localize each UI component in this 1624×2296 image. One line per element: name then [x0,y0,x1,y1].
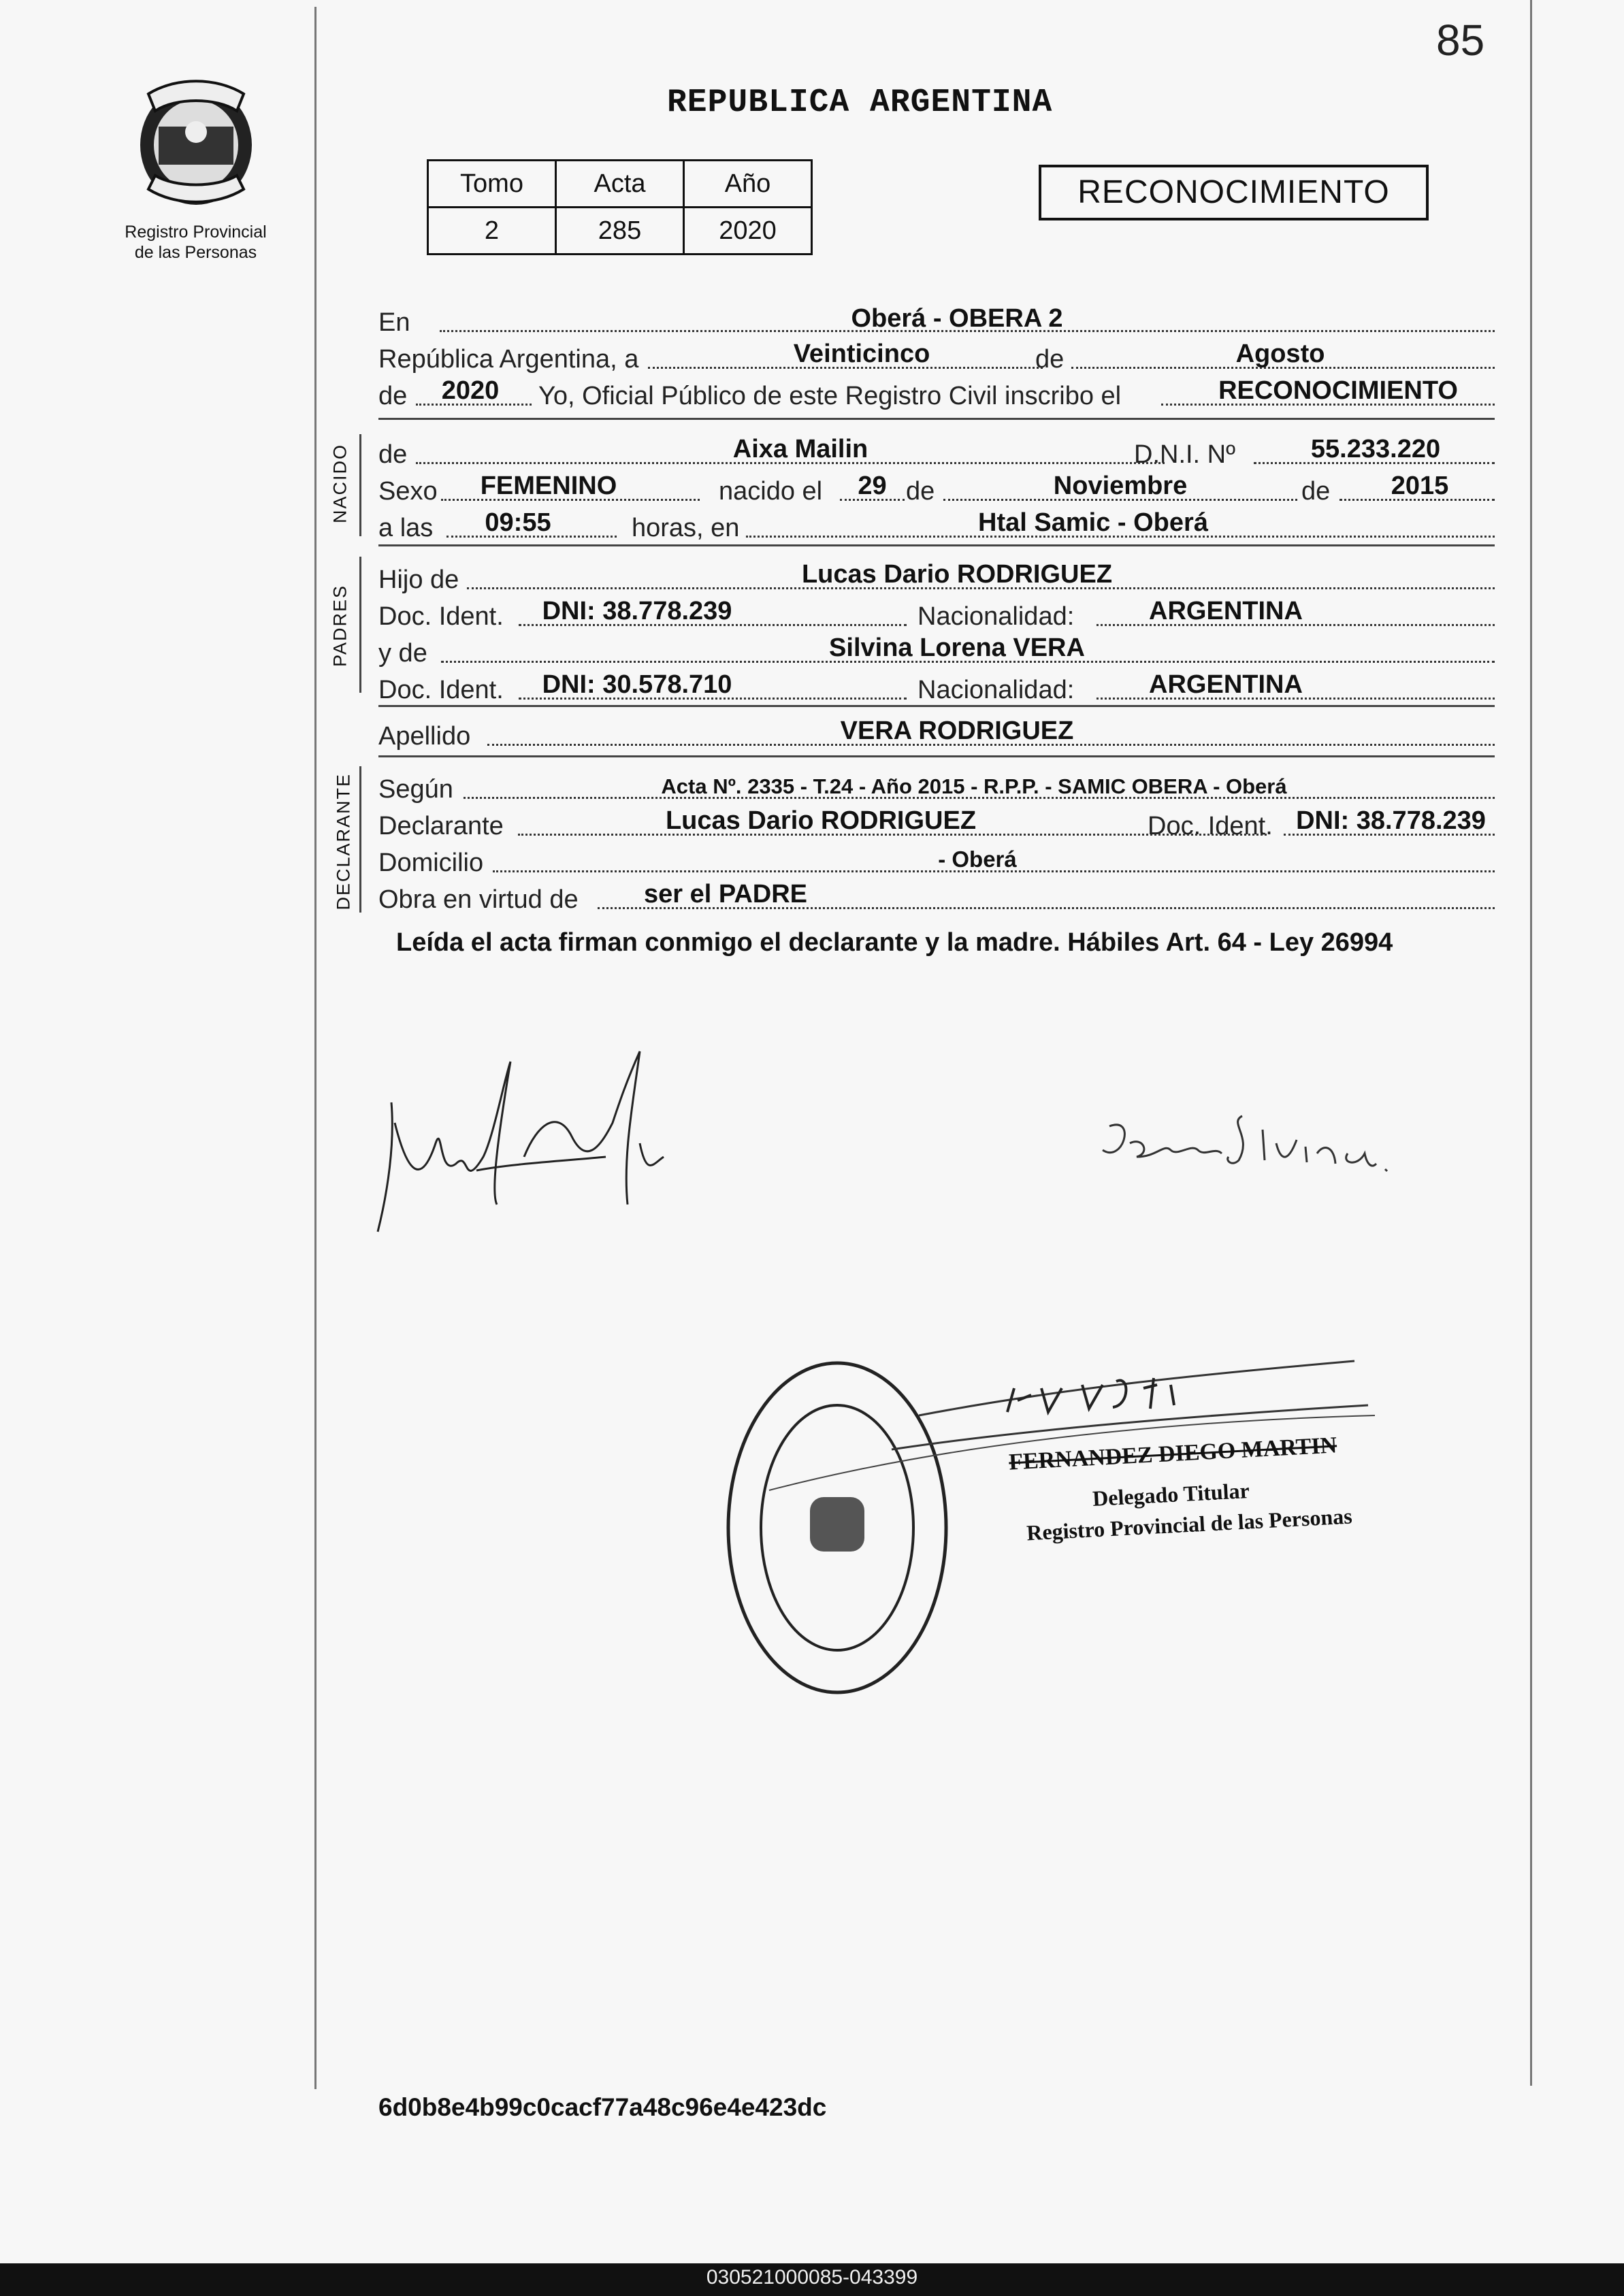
value-declarant-doc: DNI: 38.778.239 [1296,806,1486,835]
section-bar-padres [359,557,361,693]
province-emblem [128,73,264,210]
right-margin-line [1530,0,1532,2086]
value-father-doc: DNI: 38.778.239 [542,597,732,625]
stamp-official-title: Delegado Titular [1092,1477,1250,1511]
label-sexo: Sexo [378,477,438,506]
label-y-de: y de [378,639,427,668]
document-type-box: RECONOCIMIENTO [1039,165,1429,220]
value-domicile: - Oberá [938,847,1017,872]
label-republica: República Argentina, a [378,345,639,374]
value-mother-name: Silvina Lorena VERA [829,634,1085,662]
value-father-nationality: ARGENTINA [1149,597,1303,625]
value-birth-time: 09:55 [485,508,551,537]
row-surname [378,717,1495,754]
value-month: Agosto [1235,340,1325,368]
stamp-official-office: Registro Provincial de las Personas [1026,1503,1353,1545]
registry-line-2: de las Personas [134,243,257,262]
label-apellido: Apellido [378,722,471,751]
value-birth-day: 29 [858,472,887,500]
row-by-virtue [378,881,1495,917]
value-acta: 285 [556,208,684,255]
value-mother-doc: DNI: 30.578.710 [542,670,732,699]
label-nacido-el: nacido el [719,477,823,506]
divider [378,755,1495,757]
section-label-padres: PADRES [329,584,351,668]
value-anio: 2020 [684,208,812,255]
label-en: En [378,308,410,337]
registry-line-1: Registro Provincial [125,223,267,242]
closing-note: Leída el acta firman conmigo el declarante y la madre. Hábiles Art. 64 - Ley 26994 [396,928,1393,957]
label-de: de [1035,345,1065,374]
volume-table-value-row [428,208,812,255]
label-yo: Yo, Oficial Público de este Registro Civil inscribo el [538,382,1122,410]
row-child-name [378,436,1495,472]
label-domicilio: Domicilio [378,849,484,877]
value-year: 2020 [441,376,500,405]
value-tomo: 2 [428,208,556,255]
label-hijo-de: Hijo de [378,565,459,594]
value-according-to: Acta Nº. 2335 - T.24 - Año 2015 - R.P.P. - SAMIC OBERA - Oberá [661,774,1287,798]
value-birth-place: Htal Samic - Oberá [978,508,1208,537]
section-label-declarante: DECLARANTE [333,772,354,911]
country-title: REPUBLICA ARGENTINA [667,84,1053,121]
label-nacionalidad: Nacionalidad: [917,602,1075,631]
value-child-name: Aixa Mailin [732,435,868,463]
value-mother-nationality: ARGENTINA [1149,670,1303,699]
row-domicile [378,844,1495,881]
row-birth-time [378,509,1495,546]
divider [378,705,1495,707]
section-bar-declarante [359,766,361,913]
row-date [378,340,1495,377]
value-place: Oberá - OBERA 2 [851,304,1063,333]
volume-table-header-row [428,161,812,208]
section-bar-nacido [359,434,361,536]
row-place [378,304,1495,340]
label-doc-ident: Doc. Ident. [1148,812,1273,840]
label-a-las: a las [378,514,434,542]
row-act [378,377,1495,414]
row-mother-doc [378,671,1495,708]
value-day: Veinticinco [793,340,930,368]
stamp-official-name: FERNANDEZ DIEGO MARTIN [1008,1432,1338,1475]
row-sex-birth [378,472,1495,509]
mother-signature [1096,1089,1395,1184]
row-according-to [378,770,1495,807]
value-birth-year: 2015 [1391,472,1449,500]
label-obra: Obra en virtud de [378,885,579,914]
value-by-virtue: ser el PADRE [643,880,808,908]
registry-caption [102,222,289,263]
label-de: de [906,477,935,506]
value-declarant: Lucas Dario RODRIGUEZ [665,806,977,835]
value-act-type: RECONOCIMIENTO [1218,376,1458,405]
row-father-doc [378,597,1495,634]
header-tomo: Tomo [428,161,556,208]
header-acta: Acta [556,161,684,208]
divider [378,544,1495,546]
divider [378,418,1495,420]
label-segun: Según [378,775,453,804]
label-doc-ident: Doc. Ident. [378,676,504,704]
declarant-signature [354,1041,681,1245]
header-anio: Año [684,161,812,208]
row-father [378,561,1495,597]
value-child-dni: 55.233.220 [1310,435,1441,463]
label-de: de [378,382,408,410]
label-doc-ident: Doc. Ident. [378,602,504,631]
footer-code: 030521000085-043399 [706,2266,918,2289]
label-nacionalidad: Nacionalidad: [917,676,1075,704]
value-father-name: Lucas Dario RODRIGUEZ [801,560,1113,589]
row-declarant [378,807,1495,844]
page-number: 85 [1436,16,1485,65]
value-birth-month: Noviembre [1053,472,1188,500]
label-de: de [1301,477,1331,506]
volume-table [427,159,813,255]
value-surname: VERA RODRIGUEZ [840,717,1074,745]
label-dni: D.N.I. Nº [1134,440,1235,469]
document-hash: 6d0b8e4b99c0cacf77a48c96e4e423dc [378,2093,827,2121]
label-horas-en: horas, en [632,514,740,542]
label-declarante: Declarante [378,812,504,840]
section-label-nacido: NACIDO [329,444,351,524]
label-de: de [378,440,408,469]
value-sex: FEMENINO [480,472,617,500]
left-margin-line [314,7,316,2089]
row-mother [378,634,1495,671]
